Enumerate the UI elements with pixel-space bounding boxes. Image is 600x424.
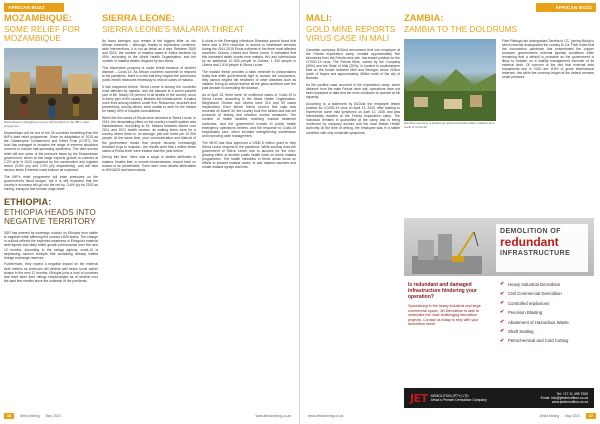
- paragraph: The IMF's relief programme will ease pressures on the government's fiscal budget, but it is still expected that the country's economy will go into the red by -3.6% y/y for 2020 as mining, transport and tourism edge lower.: [4, 174, 98, 191]
- list-item: [500, 327, 592, 336]
- mali-subtitle: GOLD MINE REPORTS VIRUS CASE IN MALI: [306, 24, 396, 43]
- page-number: 17: [586, 413, 596, 419]
- advert-headline: Is redundant and damaged infrastructure hindering your operation?: [408, 282, 477, 300]
- sierra-leone-body: [102, 39, 296, 406]
- check-icon: ✔: [500, 309, 505, 316]
- check-icon: ✔: [500, 290, 505, 297]
- zambia-photo-wrap: [404, 39, 496, 133]
- issue-date: May 2023: [565, 414, 580, 418]
- logo-tagline: Africa's Premier Demolition Company: [430, 398, 487, 402]
- publication-name: Africa Mining: [539, 414, 560, 418]
- list-item: [500, 289, 592, 298]
- logo-company: DEMOLITION (PTY) LTD: [430, 394, 469, 398]
- service-label: Precision Blasting: [508, 310, 543, 316]
- advert-services-list: [500, 280, 592, 346]
- paragraph: As focus diverges, you remain is the biggest killer on the African continent – although, thanks to impressive continent-wide interventions, it is not as lethal as it was. Between 2000 and 2015, the number of malaria cases in Africa declined by 40%, according to the World Health Organisation, and the number of malaria deaths dropped by two-thirds.: [102, 38, 196, 64]
- advert-body: Specialising in the heavy industrial and large commercial space, Jet Demolition is able to undertake the most challenging demolition projects. Contact us today to help with your demolition need!: [408, 304, 481, 327]
- column-mozambique-ethiopia: [4, 14, 98, 406]
- page-number: 16: [4, 413, 14, 419]
- footer-right: [540, 412, 597, 420]
- list-item: [500, 336, 592, 345]
- service-label: Petrochemical and Cold Cutting: [508, 338, 569, 344]
- paragraph: As of April 15, there were 10 confirmed cases of Covid-19 in Sierra Leone, according to the World Health Organisation. Neighbours Guinea and Liberia have 319 and 59 cases respectively. Even before Sierra Leone's first case was recorded on March 30, the country took firm strides and has set protocols of testing and infection control measures. The number of health facilities receiving malaria treatment continues, and the government invests in public health emergency operations centres, and the response to Covid-19 emphasises care, which included strengthening surveillance and improving case management.: [202, 92, 296, 138]
- list-item: [500, 299, 592, 308]
- sierra-leone-subtitle: SIERRA LEONE'S MALARIA THREAT: [102, 24, 245, 34]
- paragraph: A study in the Emerging Infectious Diseases journal found that there was a 39% reduction in access to healthcare services during the 2014-2015 Ebola outbreak in the three most affected countries: Guinea, Liberia and Sierra Leone. It estimated that this increased death counts from malaria, HIV and tuberculosis by an additional 10 600 people in Guinea, 1 300 people in Liberia and 2 819 people in Sierra Leone.: [202, 38, 296, 68]
- advert-title-main: redundant: [500, 235, 559, 249]
- market-scene-icon: [4, 48, 98, 120]
- advert-banner: [404, 218, 594, 276]
- demolition-crane-icon: [412, 226, 482, 274]
- footer-left-web: [256, 412, 291, 420]
- service-label: Controlled Implosions: [508, 300, 550, 306]
- footer-right-web: [308, 412, 343, 420]
- check-icon: ✔: [500, 300, 505, 307]
- advert-title-top: DEMOLITION OF: [500, 228, 561, 235]
- ethiopia-subtitle: ETHIOPIA HEADS INTO NEGATIVE TERRITORY: [4, 208, 96, 227]
- email-link[interactable]: Email: info@jetdemolition.co.za: [540, 395, 588, 400]
- service-label: Shaft Sealing: [508, 329, 534, 335]
- paragraph: During this time, there was a surge in deaths attributed to malaria. Deaths that, in normal circumstances, should have no reason to be preventable. There were more deaths attributable to HIV/AIDS and tuberculosis.: [102, 155, 196, 172]
- check-icon: ✔: [500, 281, 505, 288]
- paragraph: Fitch Ratings has downgraded Zambia to CC, joining Moody's which recently downgraded the country to Ca. Fitch notes that the coronavirus pandemic has exacerbated the copper producer government's external liquidity conditions while remaining that a default is probable as the government is likely to embark on a liability management exercise of its external debt. Of concern is the fact that external debt repayments due in 2020 are 119% of gross international reserves, this while the currency began at the default remains under pressure.: [502, 38, 594, 80]
- website-link[interactable]: www.africamining.co.za: [255, 414, 291, 418]
- ethiopia-body: [4, 231, 98, 283]
- paragraph: This impressive progress is under threat because of another disease – Covid-19. As African countries scramble to respond to the pandemic, there is a risk that they neglect the continuous public health measures necessary to reduce cases of malaria.: [102, 65, 196, 83]
- mali-body: [306, 48, 400, 135]
- mozambique-body: [4, 131, 98, 191]
- zambia-subtitle: ZAMBIA TO THE DOLDRUMS: [404, 24, 518, 34]
- sierra-leone-title: SIERRA LEONE:: [102, 14, 175, 23]
- list-item: [500, 318, 592, 327]
- zambia-caption: Zambia's economy is tanking as world economies suffer a decline as a result of Covid-19.: [404, 121, 495, 129]
- zambia-content: [404, 39, 594, 133]
- paragraph: When the first cases of Ebola were recorded in Sierra Leone, in 2014, the devastating effect on the country's health system was instantaneous. According to Dr. Malaria between stared over 2014 and 2021 health centres, as waiting times were for a country where there is, on average, just one nurse per 10 000 people. At the same time, poor communication and distrust of the government meant that people became increasingly reluctant to go to hospital – the results were that 1 million fewer cases of Ebola-fever were treated than the year before.: [102, 115, 196, 153]
- list-item: [500, 308, 592, 317]
- paragraph: As the positive case occurred in the exploration camp, some distance from the main Fekola mine site, operations have not been impacted to date and the mine continues to operate at full capacity.: [306, 82, 400, 100]
- service-label: Civil Commercial Demolition: [508, 291, 562, 297]
- website-link[interactable]: www.jetdemolition.co.za: [551, 400, 588, 405]
- ethiopia-title: ETHIOPIA:: [4, 196, 52, 207]
- logo-subtext: [431, 394, 487, 402]
- paragraph: According to a statement by B2Gold the employee tested positive for COVID-19 virus on April 13, 2020, after starting to experience some mild symptoms on April 12, 2020 and was immediately isolated at the Fekola exploration camp. The individual remains in quarantine at the camp and is being monitored by company doctors and the local Malian Health Authority. At the time of writing, the employee was in a stable condition with only moderate symptoms.: [306, 101, 400, 135]
- paragraph: Furthermore, they expect a negative impact on the external debt metrics as revenues will decline well below some earlier strains in the next 12 months. Ethiopia joins a host of countries that have seen their ratings shortchanged as of several over the past few months since the outbreak of the pandemic.: [4, 262, 98, 283]
- website-link[interactable]: www.africamining.co.za: [308, 414, 344, 418]
- service-label: Heavy Industrial Demolition: [508, 282, 561, 287]
- check-icon: ✔: [500, 318, 505, 325]
- paragraph: Canadian company B2Gold announced that one employee at the Fekola exploration camp, located approximately five kilometres from the Fekola mine site, has tested positive for the COVID-19 virus. The Fekola Mine, owned by the Company (80%) and the State of Mali (20%), is located in southwestern Mali on the border between Mali and Senegal, about 210km south of Kayes and approximately 400km north of the city of Bamako.: [306, 47, 400, 81]
- mali-title: MALI:: [306, 14, 333, 23]
- landscape-icon: [404, 39, 496, 121]
- mozambique-subtitle: SOME RELIEF FOR MOZAMBIQUE: [4, 24, 81, 43]
- check-icon: ✔: [500, 337, 505, 344]
- zambia-title: ZAMBIA:: [404, 14, 444, 23]
- publication-name: Africa Mining: [20, 414, 40, 418]
- paragraph: The malaria threat provides a stark reminder to policymakers today that while governments fight to contain the coronavirus, they cannot neglect the treatment of other diseases such as malaria. Doing so would reverse all the gains achieved over the past decade in controlling the disease.: [202, 69, 296, 91]
- paragraph: It has happened before. Sierra Leone is among the countries most affected by malaria, and the disease is a seven-present part of life. Nearly 25 percent of all deaths in the country occur in every part of the country. Besides the infrastructure, it claims more lives among children under five. Resources, structure and preventions, among others, were unable to work for the means for nearly 40% of hospital consultations.: [102, 84, 196, 114]
- jet-demolition-advert[interactable]: [404, 218, 594, 408]
- zambia-photo: [404, 39, 496, 121]
- mozambique-caption: Mozambique's struggling economy will benefit from the IMF's relief programme.: [4, 120, 89, 128]
- mozambique-title: MOZAMBIQUE:: [4, 14, 72, 23]
- check-icon: ✔: [500, 328, 505, 335]
- right-page: [300, 0, 600, 424]
- advert-footer: [404, 388, 594, 408]
- list-item: [500, 280, 592, 289]
- advert-title-bottom: INFRASTRUCTURE: [500, 250, 571, 257]
- advert-copy: [404, 278, 496, 331]
- paragraph: S&P has entered its sovereign outlook on Ethiopia from stable to negative while affirming the country's B/B status. The change in outlook reflects the expected weakness in Ethiopia's external debt figures and likely softer growth performance over the next 12 months. According to the ratings agency, covid-19 is depressing tourism receipts that sustaining already limited foreign exchange reserves.: [4, 231, 98, 260]
- column-zambia: [404, 14, 594, 218]
- column-mali: [306, 14, 400, 218]
- section-header-right: AFRICAN BUZZ: [536, 3, 596, 12]
- jet-logo: JET: [410, 391, 428, 405]
- paragraph: Mozambique will be one of the 25 countries benefiting from the IMF's debt relief programme. Since its adaptation in 2015 as the Catastrophe Containment and Relief Trust (CCRT), the trust has managed to broaden the range of extreme situations covered to include fast-spreading epidemics. The debt service relief will see some of the pressure faced by the Mozambican government, which at this stage expects growth to contract at 2.2% yr/yr in 2020 supported by the construction and logistics sector (0.8% yr/y and 2.0% yr/y respectively), and will face serious strain if interest costs balloon as expected.: [4, 131, 98, 172]
- section-header-left: AFRICAN BUZZ: [4, 3, 64, 12]
- issue-date: May 2023: [45, 414, 61, 418]
- service-label: Abatement of Hazardous Waste: [508, 319, 569, 325]
- mozambique-photo: [4, 48, 98, 120]
- column-sierra-leone: [102, 14, 296, 406]
- advert-title-box: [496, 224, 588, 272]
- advert-contacts: [541, 392, 588, 405]
- paragraph: The WHO has thus approved a US$1.8 million grant to help Sierra Leone respond to the pandemic. While scrutiny rises the government of Sierra Leone has to account for the ever-growing effect of another public health crisis on future malaria programmes. The health ministries in these areas focus on efforts to prevent malaria cases, to add malaria vaccines and create malaria sprays and nets.: [202, 140, 296, 170]
- footer-left: [4, 412, 61, 420]
- zambia-body: [502, 39, 594, 133]
- phone-number[interactable]: Tel: +27 11 495 7000: [556, 391, 588, 396]
